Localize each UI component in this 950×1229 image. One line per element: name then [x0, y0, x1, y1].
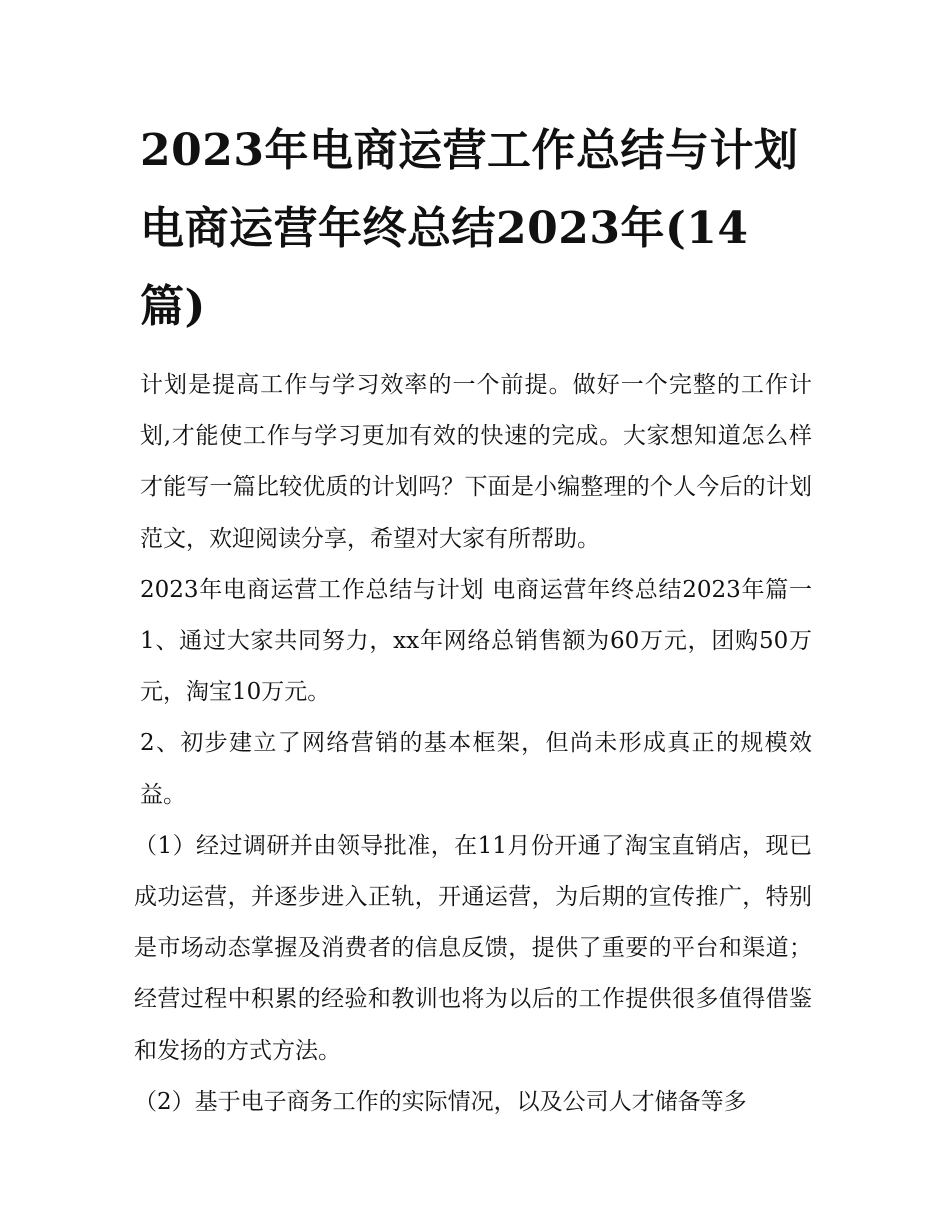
document-title: 2023年电商运营工作总结与计划 电商运营年终总结2023年(14篇): [140, 125, 799, 332]
point-two-paragraph: 2、初步建立了网络营销的基本框架，但尚未形成真正的规模效益。: [140, 730, 812, 808]
document-body: [134, 360, 812, 1128]
sub-point-two-paragraph: （2）基于电子商务工作的实际情况，以及公司人才储备等多: [134, 1088, 747, 1115]
document-page: [134, 112, 812, 1128]
intro-paragraph: 计划是提高工作与学习效率的一个前提。做好一个完整的工作计划,才能使工作与学习更加有效的快速的完成。大家想知道怎么样才能写一篇比较优质的计划吗？下面是小编整理的个人今后的计划范文，欢迎阅读分享，希望对大家有所帮助。: [140, 372, 812, 552]
section-one-paragraph: 2023年电商运营工作总结与计划 电商运营年终总结2023年篇一1、通过大家共同努力，xx年网络总销售额为60万元，团购50万元，淘宝10万元。: [140, 576, 812, 706]
sub-point-one-paragraph: （1）经过调研并由领导批准，在11月份开通了淘宝直销店，现已成功运营，并逐步进入正轨，开通运营，为后期的宣传推广，特别是市场动态掌握及消费者的信息反馈，提供了重要的平台和渠道；经营过程中积累的经验和教训也将为以后的工作提供很多值得借鉴和发扬的方式方法。: [134, 832, 812, 1064]
